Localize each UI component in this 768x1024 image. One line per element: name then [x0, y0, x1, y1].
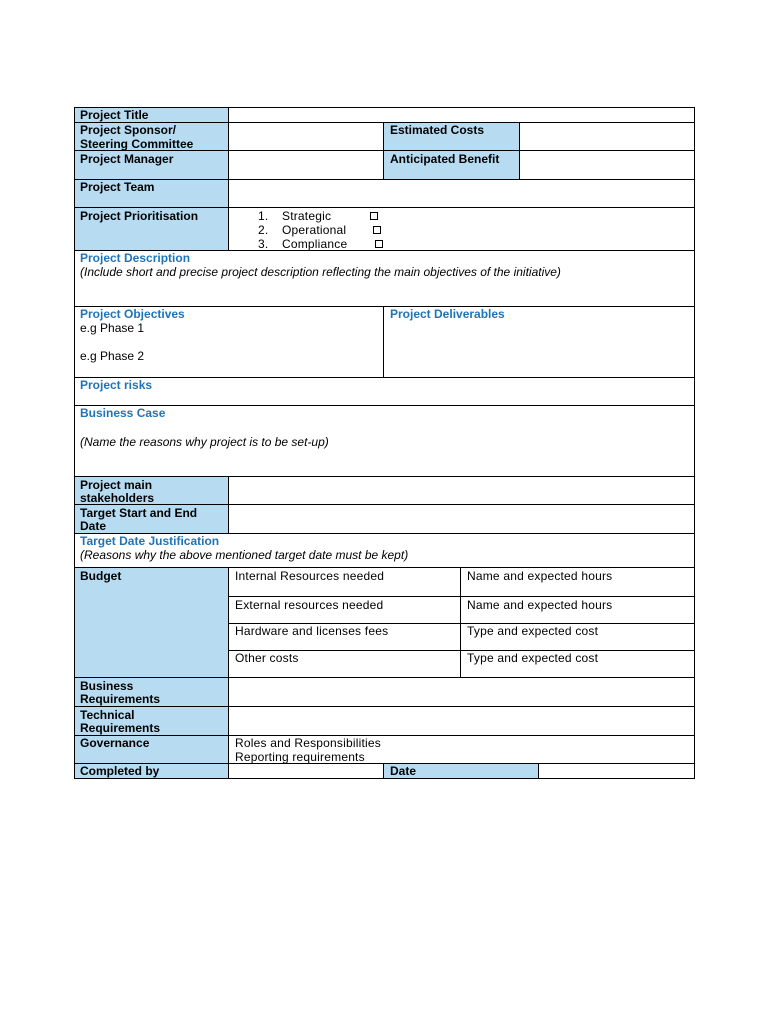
column-divider: [460, 568, 461, 678]
label-estimated-costs: Estimated Costs: [390, 123, 485, 137]
label-budget: Budget: [80, 569, 122, 583]
budget-detail-internal: Name and expected hours: [467, 569, 613, 583]
label-target-date: Date: [80, 519, 107, 533]
heading-project-deliverables: Project Deliverables: [390, 307, 505, 321]
priority-number: 2.: [258, 223, 269, 237]
label-project-team: Project Team: [80, 180, 155, 194]
row-divider: [74, 179, 695, 180]
row-divider: [74, 567, 695, 568]
budget-item-internal: Internal Resources needed: [235, 569, 385, 583]
label-anticipated-benefit: Anticipated Benefit: [390, 152, 500, 166]
row-divider: [74, 763, 695, 764]
priority-option-label: Compliance: [282, 237, 348, 251]
label-steering-committee: Steering Committee: [80, 137, 194, 151]
budget-detail-external: Name and expected hours: [467, 598, 613, 612]
column-divider: [228, 568, 229, 779]
budget-detail-hardware: Type and expected cost: [467, 624, 599, 638]
heading-project-objectives: Project Objectives: [80, 307, 185, 321]
label-completed-by: Completed by: [80, 764, 160, 778]
row-divider: [74, 476, 695, 477]
priority-number: 1.: [258, 209, 269, 223]
priority-number: 3.: [258, 237, 269, 251]
label-project-main: Project main: [80, 478, 153, 492]
budget-row-divider: [229, 596, 695, 597]
label-date: Date: [390, 764, 417, 778]
priority-option-label: Operational: [282, 223, 347, 237]
governance-reporting: Reporting requirements: [235, 750, 365, 764]
business-case-hint: (Name the reasons why project is to be set-up): [80, 435, 329, 449]
budget-detail-other: Type and expected cost: [467, 651, 599, 665]
row-divider: [74, 677, 695, 678]
row-divider: [74, 706, 695, 707]
heading-target-date-justification: Target Date Justification: [80, 534, 220, 548]
heading-project-risks: Project risks: [80, 378, 153, 392]
priority-compliance-checkbox[interactable]: [375, 240, 383, 248]
column-divider: [228, 107, 229, 251]
priority-strategic-checkbox[interactable]: [370, 212, 378, 220]
label-technical-requirements: Requirements: [80, 721, 161, 735]
column-divider: [383, 123, 384, 180]
priority-option-label: Strategic: [282, 209, 332, 223]
row-divider: [74, 504, 695, 505]
column-divider: [383, 307, 384, 378]
row-divider: [74, 207, 695, 208]
column-divider: [538, 764, 539, 779]
project-charter-form: [74, 107, 695, 779]
label-business: Business: [80, 679, 134, 693]
label-project-prioritisation: Project Prioritisation: [80, 209, 199, 223]
label-project-sponsor: Project Sponsor/: [80, 123, 177, 137]
heading-business-case: Business Case: [80, 406, 166, 420]
row-divider: [74, 377, 695, 378]
label-project-manager: Project Manager: [80, 152, 174, 166]
budget-row-divider: [229, 650, 695, 651]
column-divider: [228, 477, 229, 534]
row-divider: [74, 735, 695, 736]
project-description-hint: (Include short and precise project description reflecting the main objectives of the initiative): [80, 265, 561, 279]
label-governance: Governance: [80, 736, 150, 750]
objective-phase-1: e.g Phase 1: [80, 321, 145, 335]
objective-phase-2: e.g Phase 2: [80, 349, 145, 363]
budget-item-external: External resources needed: [235, 598, 384, 612]
row-divider: [74, 405, 695, 406]
label-stakeholders: stakeholders: [80, 491, 155, 505]
heading-project-description: Project Description: [80, 251, 191, 265]
label-technical: Technical: [80, 708, 135, 722]
target-date-justification-hint: (Reasons why the above mentioned target date must be kept): [80, 548, 409, 562]
budget-item-hardware: Hardware and licenses fees: [235, 624, 389, 638]
budget-item-other: Other costs: [235, 651, 299, 665]
column-divider: [519, 123, 520, 180]
column-divider: [383, 764, 384, 779]
priority-operational-checkbox[interactable]: [373, 226, 381, 234]
label-target-start-end: Target Start and End: [80, 506, 198, 520]
governance-roles: Roles and Responsibilities: [235, 736, 381, 750]
label-business-requirements: Requirements: [80, 692, 161, 706]
label-project-title: Project Title: [80, 108, 149, 122]
